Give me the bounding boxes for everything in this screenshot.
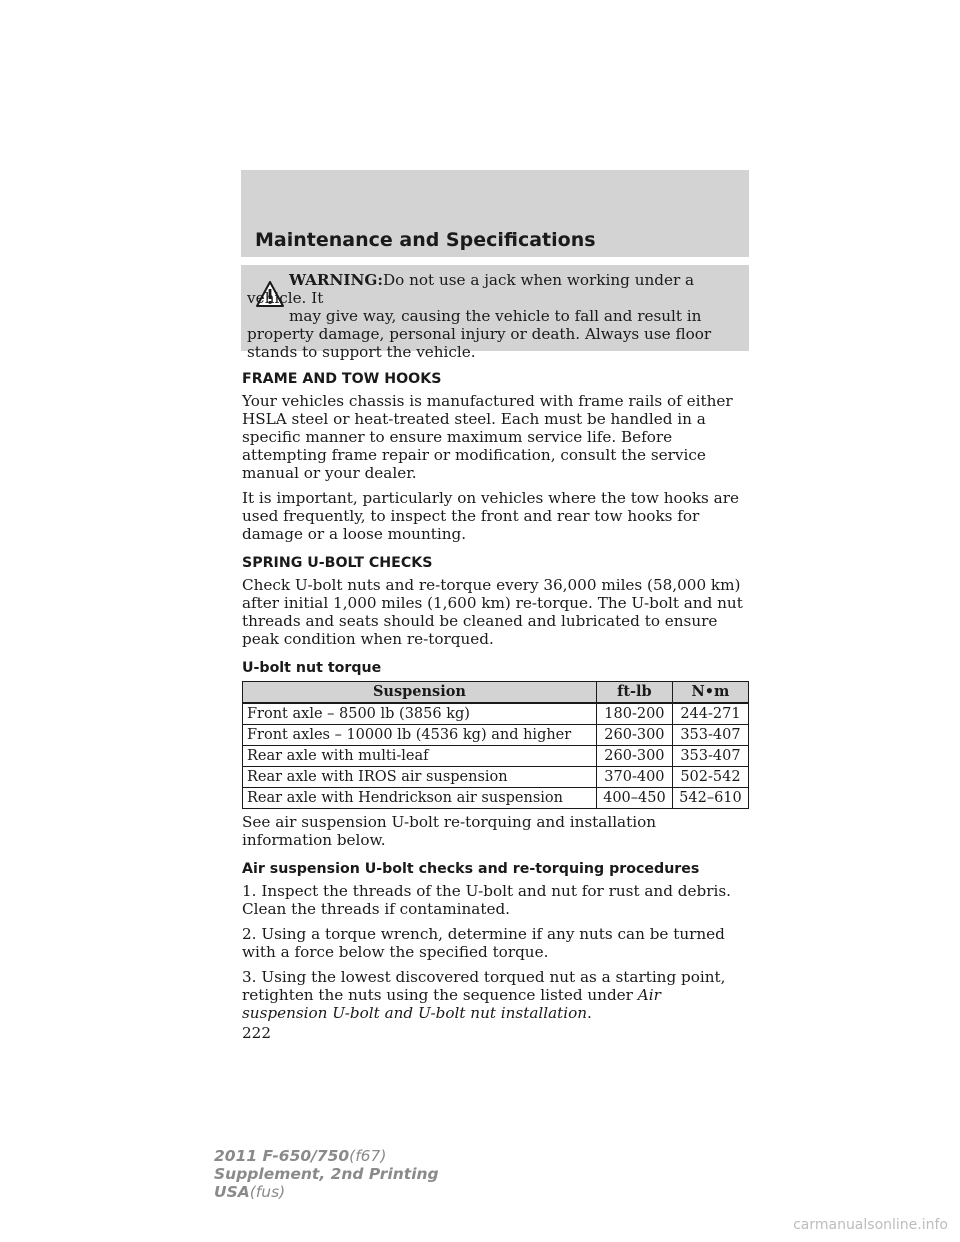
warning-text (247, 271, 737, 361)
frame-paragraph-2: It is important, particularly on vehicles where the tow hooks are used frequently, to inspect the front and rear tow hooks for damage or a loose mounting. (242, 489, 739, 543)
table-row (243, 746, 749, 767)
footer-line-3 (214, 1183, 439, 1201)
procedure-step-3 (242, 968, 750, 1022)
table-cell: 260-300 (596, 746, 672, 767)
air-suspension-heading: Air suspension U-bolt checks and re-torquing procedures (242, 861, 700, 877)
footer-line-2: Supplement, 2nd Printing (214, 1165, 439, 1183)
table-header-row (243, 682, 749, 704)
warning-label: WARNING: (289, 271, 383, 289)
procedure-step-3-reference: Air suspension U-bolt and U-bolt nut installation (242, 986, 661, 1022)
ubolt-heading: SPRING U-BOLT CHECKS (242, 555, 433, 571)
frame-paragraph-1: Your vehicles chassis is manufactured with frame rails of either HSLA steel or heat-treated steel. Each must be handled in a specific manner to ensure maximum service life. Before attempting frame repair or modification, consult the service manual or your dealer. (242, 392, 733, 482)
warning-line1: Do not use a jack when working under a vehicle. It (247, 271, 695, 307)
table-row (243, 725, 749, 746)
table-cell: 180-200 (596, 703, 672, 725)
column-header-nm: N•m (672, 682, 748, 704)
procedure-step-3-text: 3. Using the lowest discovered torqued nut as a starting point, retighten the nuts using the sequence listed under (242, 968, 726, 1004)
column-header-ftlb: ft-lb (596, 682, 672, 704)
table-cell: Rear axle with IROS air suspension (243, 767, 597, 788)
footer-model: 2011 F-650/750 (214, 1147, 350, 1165)
table-cell: 244-271 (672, 703, 748, 725)
table-note: See air suspension U-bolt re-torquing and installation information below. (242, 813, 657, 849)
table-cell: Front axle – 8500 lb (3856 kg) (243, 703, 597, 725)
procedure-step-2: 2. Using a torque wrench, determine if any nuts can be turned with a force below the specified torque. (242, 925, 725, 961)
table-cell: Rear axle with multi-leaf (243, 746, 597, 767)
table-row (243, 703, 749, 725)
page-content (242, 370, 750, 1042)
warning-line2: may give way, causing the vehicle to fall and result in property damage, personal injury or death. Always use floor stands to support the vehicle. (247, 307, 712, 361)
table-cell: 542–610 (672, 788, 748, 809)
table-row (243, 767, 749, 788)
torque-table-heading: U-bolt nut torque (242, 660, 382, 676)
table-cell: 370-400 (596, 767, 672, 788)
footer-region-code: (fus) (249, 1183, 286, 1201)
table-row (243, 788, 749, 809)
torque-table (242, 681, 749, 809)
table-cell: 400–450 (596, 788, 672, 809)
page-number: 222 (242, 1024, 271, 1042)
section-header-band (241, 170, 749, 257)
table-cell: Rear axle with Hendrickson air suspension (243, 788, 597, 809)
footer-print-info (214, 1147, 439, 1201)
procedure-step-3-end: . (587, 1004, 592, 1022)
footer-model-code: (f67) (349, 1147, 387, 1165)
table-cell: 260-300 (596, 725, 672, 746)
warning-box (241, 265, 749, 361)
procedure-step-1: 1. Inspect the threads of the U-bolt and nut for rust and debris. Clean the threads if contaminated. (242, 882, 731, 918)
ubolt-paragraph-1: Check U-bolt nuts and re-torque every 36,000 miles (58,000 km) after initial 1,000 miles (1,600 km) re-torque. The U-bolt and nut threads and seats should be cleaned and lubricated to ensure peak condition when re-torqued. (242, 576, 743, 648)
section-title: Maintenance and Specifications (255, 229, 596, 251)
frame-heading: FRAME AND TOW HOOKS (242, 371, 442, 387)
table-cell: Front axles – 10000 lb (4536 kg) and higher (243, 725, 597, 746)
footer-region: USA (214, 1183, 250, 1201)
table-cell: 353-407 (672, 746, 748, 767)
watermark: carmanualsonline.info (793, 1217, 948, 1233)
column-header-suspension: Suspension (243, 682, 597, 704)
table-cell: 502-542 (672, 767, 748, 788)
table-cell: 353-407 (672, 725, 748, 746)
footer-line-1 (214, 1147, 439, 1165)
